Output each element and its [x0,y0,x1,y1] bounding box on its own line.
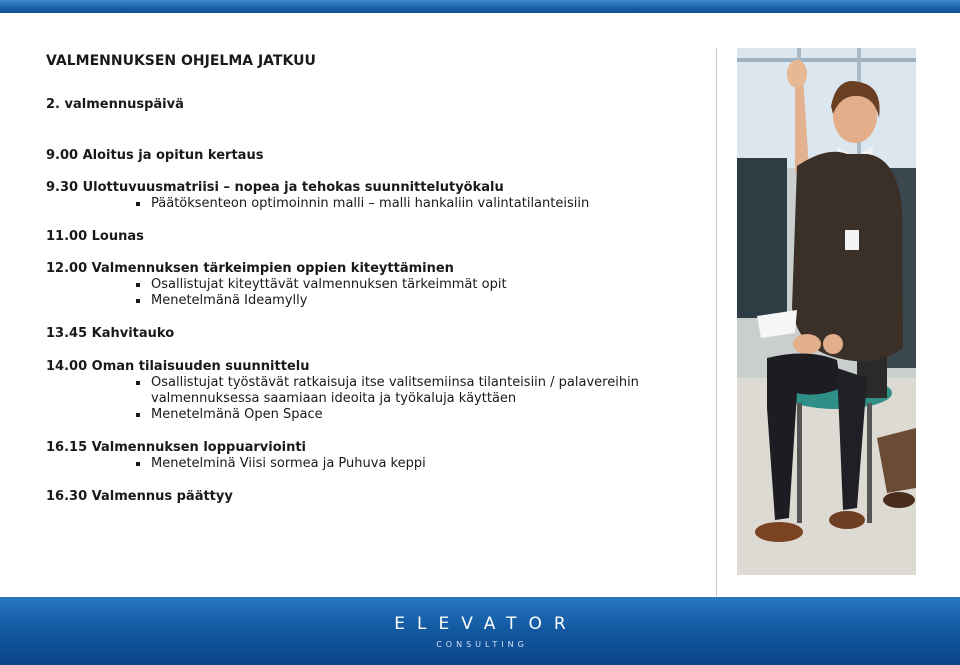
bullet-item: Menetelmänä Ideamylly [136,293,507,309]
elevator-logo: ELEVATOR [394,614,578,634]
schedule-item [46,488,233,505]
bullet-item: Menetelmänä Open Space [136,407,639,423]
schedule-item-heading: 12.00 Valmennuksen tärkeimpien oppien kiteyttäminen [46,261,454,276]
footer-banner [0,597,960,665]
bullet-item-continuation: valmennuksessa saamiaan ideoita ja työkaluja käyttäen [151,391,517,406]
schedule-item-heading: 9.00 Aloitus ja opitun kertaus [46,148,264,163]
speaker-photo [737,48,916,575]
schedule-item-heading: 14.00 Oman tilaisuuden suunnittelu [46,359,310,374]
speaker-photo-illustration [737,48,916,575]
schedule-item-heading: 9.30 Ulottuvuusmatriisi – nopea ja tehokas suunnittelutyökalu [46,180,504,195]
schedule-item [46,358,639,423]
elevator-logo-subtitle: CONSULTING [436,640,528,649]
bullet-item: Osallistujat kiteyttävät valmennuksen tärkeimmät opit [136,277,507,293]
day-heading: 2. valmennuspäivä [46,97,184,112]
bullet-list [46,196,589,212]
schedule-item [46,260,507,309]
bullet-list [46,456,426,472]
bullet-item: Menetelminä Viisi sormea ja Puhuva keppi [136,456,426,472]
schedule-item [46,228,144,245]
schedule-item [46,179,589,212]
bullet-item: Päätöksenteon optimoinnin malli – malli hankaliin valintatilanteisiin [136,196,589,212]
schedule-item-heading: 11.00 Lounas [46,229,144,244]
schedule-item [46,439,426,472]
bullet-list [46,375,639,423]
column-divider [716,48,717,596]
schedule-item-heading: 13.45 Kahvitauko [46,326,175,341]
schedule-item-heading: 16.30 Valmennus päättyy [46,489,233,504]
bullet-item: Osallistujat työstävät ratkaisuja itse valitsemiinsa tilanteisiin / palavereihin [136,375,639,391]
schedule-item-heading: 16.15 Valmennuksen loppuarviointi [46,440,307,455]
schedule-item [46,325,174,342]
schedule-item [46,147,263,164]
bullet-list [46,277,507,309]
document-title: VALMENNUKSEN OHJELMA JATKUU [46,53,316,69]
top-banner [0,0,960,13]
